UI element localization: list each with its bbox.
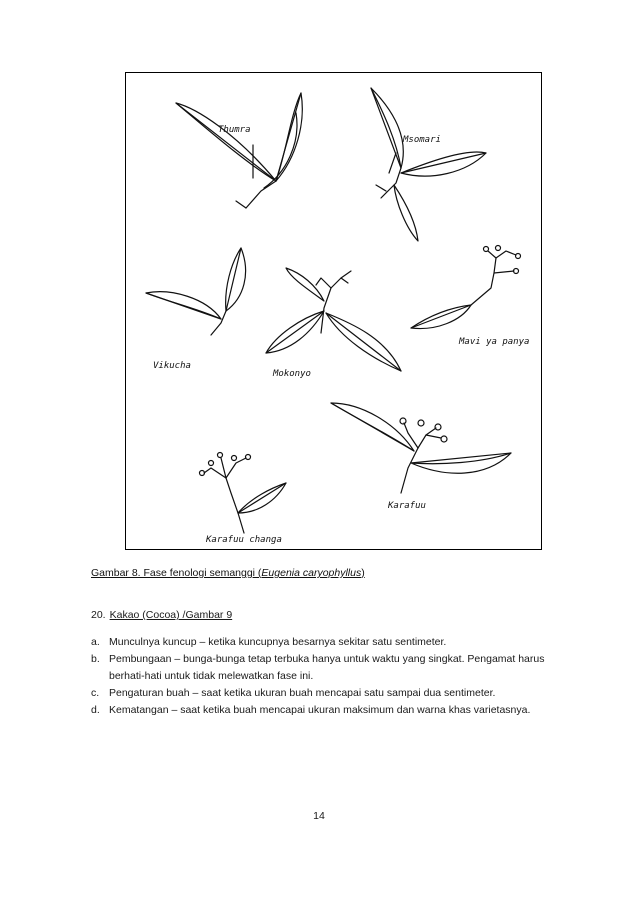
- label-karafuu-changa: Karafuu changa: [206, 535, 282, 545]
- label-vikucha: Vikucha: [153, 361, 191, 371]
- mokonyo-sprig: [266, 268, 401, 371]
- label-msomari: Msomari: [403, 135, 441, 145]
- list-text: Munculnya kuncup – ketika kuncupnya besarnya sekitar satu sentimeter.: [109, 636, 447, 648]
- list-item: [91, 651, 561, 685]
- section-title: Kakao (Cocoa) /Gambar 9: [109, 609, 233, 621]
- clove-phenology-drawing: [126, 73, 543, 551]
- list-item: [91, 685, 561, 702]
- label-thumra: Thumra: [218, 125, 251, 135]
- list-item: [91, 702, 561, 719]
- section-number: 20.: [91, 609, 106, 621]
- list-marker: b.: [91, 653, 100, 665]
- caption-prefix: Gambar 8. Fase fenologi semanggi (: [91, 567, 262, 579]
- mavi-ya-panya-sprig: [411, 246, 521, 329]
- figure-caption: [91, 567, 365, 579]
- msomari-pointer: [389, 153, 396, 173]
- phase-list: [91, 634, 561, 719]
- karafuu-changa-sprig: [200, 453, 287, 534]
- figure-frame: [125, 72, 542, 550]
- vikucha-sprig: [146, 248, 246, 335]
- list-text: Pembungaan – bunga-bunga tetap terbuka hanya untuk waktu yang singkat. Pengamat harus berhati-hati untuk tidak melewatkan fase ini.: [109, 653, 545, 682]
- list-text: Kematangan – saat ketika buah mencapai ukuran maksimum dan warna khas varietasnya.: [109, 704, 531, 716]
- caption-suffix: ): [361, 567, 365, 579]
- label-mokonyo: Mokonyo: [273, 369, 311, 379]
- list-item: [91, 634, 561, 651]
- label-karafuu: Karafuu: [388, 501, 426, 511]
- msomari-sprig: [371, 88, 486, 241]
- caption-species: Eugenia caryophyllus: [261, 567, 362, 579]
- list-text: Pengaturan buah – saat ketika ukuran buah mencapai satu sampai dua sentimeter.: [109, 687, 496, 699]
- label-mavi-ya-panya: Mavi ya panya: [459, 337, 530, 347]
- karafuu-sprig: [331, 403, 511, 493]
- section-heading: [91, 609, 232, 621]
- list-marker: c.: [91, 687, 100, 699]
- thumra-sprig: [176, 93, 302, 208]
- list-marker: d.: [91, 704, 100, 716]
- list-marker: a.: [91, 636, 100, 648]
- page-number: 14: [313, 810, 325, 822]
